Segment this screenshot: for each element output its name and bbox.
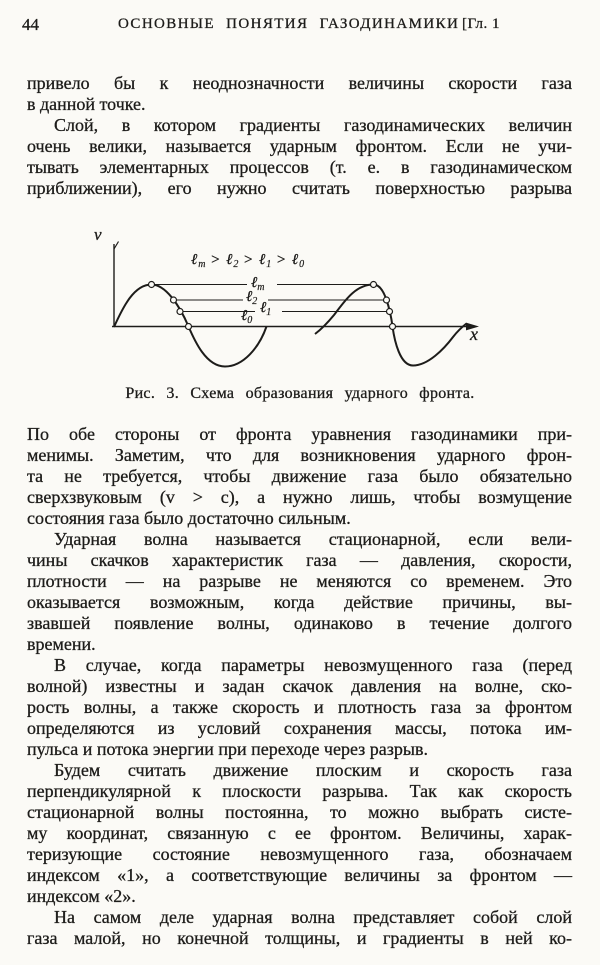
greater-than: > bbox=[205, 252, 227, 268]
page-header bbox=[0, 14, 600, 38]
text-line: приближении), его нужно считать поверхностью разрыва bbox=[27, 178, 572, 198]
ell-glyph: ℓ bbox=[251, 275, 258, 291]
text-line: индексом «2». bbox=[27, 886, 136, 906]
text-line: привело бы к неоднозначности величины скорости газа bbox=[27, 73, 572, 93]
greater-than: > bbox=[271, 252, 292, 268]
text-line: Ударная волна называется стационарной, если вели- bbox=[54, 529, 572, 549]
subscript: 0 bbox=[299, 259, 305, 270]
marker-right-lm bbox=[371, 282, 377, 288]
marker-left-l2 bbox=[171, 297, 177, 303]
text-line: менимы. Заметим, что для возникновения ударного фрон- bbox=[27, 445, 572, 465]
text-line: тывать элементарных процессов (т. е. в газодинамическом bbox=[27, 157, 572, 177]
text-line: та не требуется, чтобы движение газа было обязательно bbox=[27, 466, 572, 486]
text-line: перпендикулярной к плоскости разрыва. Так как скорость bbox=[27, 781, 572, 801]
subscript: m bbox=[257, 282, 265, 293]
subscript: 0 bbox=[247, 315, 253, 326]
subscript: 2 bbox=[252, 296, 258, 307]
inequality-annotation bbox=[191, 254, 304, 271]
text-line: очень велики, называется ударным фронтом. Если не учи- bbox=[27, 136, 572, 156]
text-line: Будем считать движение плоским и скорость газа bbox=[54, 760, 572, 780]
ell-glyph: ℓ bbox=[258, 252, 267, 268]
text-line: состояния газа было достаточно сильным. bbox=[27, 508, 351, 528]
text-line: пульса и потока энергии при переходе через разрыв. bbox=[27, 739, 428, 759]
text-line: плотности — на разрыве не меняются со временем. Это bbox=[27, 571, 572, 591]
subscript: 1 bbox=[266, 307, 272, 318]
text-line: теризующие состояние невозмущенного газа, обозначаем bbox=[27, 844, 572, 864]
figure-shock-front-diagram bbox=[0, 225, 600, 385]
y-axis-label: v bbox=[94, 225, 102, 244]
text-line: В случае, когда параметры невозмущенного газа (перед bbox=[54, 655, 572, 675]
text-line: сверхзвуковым (v > c), а нужно лишь, чтобы возмущение bbox=[27, 487, 572, 507]
text-line: звавшей появление волны, одинаково в течение долгого bbox=[27, 613, 572, 633]
greater-than: > bbox=[238, 252, 259, 268]
level-label-l1 bbox=[260, 302, 271, 319]
ell-glyph: ℓ bbox=[291, 252, 300, 268]
paragraphs-above-figure bbox=[27, 73, 572, 199]
text-line: определяются из условий сохранения массы, потока им- bbox=[27, 718, 572, 738]
subscript: m bbox=[198, 259, 206, 270]
x-axis-label: x bbox=[470, 324, 478, 344]
ell-glyph: ℓ bbox=[241, 308, 248, 324]
level-label-l0 bbox=[241, 310, 252, 327]
text-line: Слой, в котором градиенты газодинамических величин bbox=[54, 115, 572, 135]
figure-canvas bbox=[0, 225, 600, 385]
page-number: 44 bbox=[22, 15, 39, 34]
ell-glyph: ℓ bbox=[246, 289, 253, 305]
text-line: По обе стороны от фронта уравнения газодинамики при- bbox=[27, 424, 572, 444]
paragraphs-below-figure bbox=[27, 424, 572, 949]
ell-glyph: ℓ bbox=[226, 252, 234, 268]
text-line: в данной точке. bbox=[27, 94, 146, 114]
subscript: 1 bbox=[266, 259, 272, 270]
marker-right-l0 bbox=[390, 324, 396, 330]
text-line: газа малой, но конечной толщины, и градиенты в ней ко- bbox=[27, 928, 572, 948]
marker-left-l0 bbox=[186, 324, 192, 330]
text-line: рость волны, а также скорость и плотность газа за фронтом bbox=[27, 697, 572, 717]
text-line: времени. bbox=[27, 634, 96, 654]
text-line: индексом «1», а соответствующие величины за фронтом — bbox=[27, 865, 572, 885]
level-label-l2 bbox=[246, 291, 257, 308]
marker-right-l1 bbox=[387, 309, 393, 315]
text-line: На самом деле ударная волна представляет собой слой bbox=[54, 907, 572, 927]
text-line: чины скачков характеристик газа — давления, скорости, bbox=[27, 550, 572, 570]
ell-glyph: ℓ bbox=[260, 300, 267, 316]
marker-right-l2 bbox=[384, 297, 390, 303]
text-line: стационарной волны постоянна, то можно выбрать систе- bbox=[27, 802, 572, 822]
chapter-marker: [Гл. 1 bbox=[462, 16, 501, 32]
text-line: волной) известны и задан скачок давления на волне, ско- bbox=[27, 676, 572, 696]
text-line: оказывается возможным, когда действие причины, вы- bbox=[27, 592, 572, 612]
running-title: ОСНОВНЫЕ ПОНЯТИЯ ГАЗОДИНАМИКИ bbox=[118, 16, 460, 32]
subscript: 2 bbox=[233, 259, 239, 270]
figure-caption: Рис. 3. Схема образования ударного фронта. bbox=[125, 385, 475, 402]
text-line: му координат, связанную с ее фронтом. Величины, харак- bbox=[27, 823, 572, 843]
marker-left-l1 bbox=[177, 309, 183, 315]
marker-left-lm bbox=[149, 282, 155, 288]
ell-glyph: ℓ bbox=[191, 252, 199, 268]
